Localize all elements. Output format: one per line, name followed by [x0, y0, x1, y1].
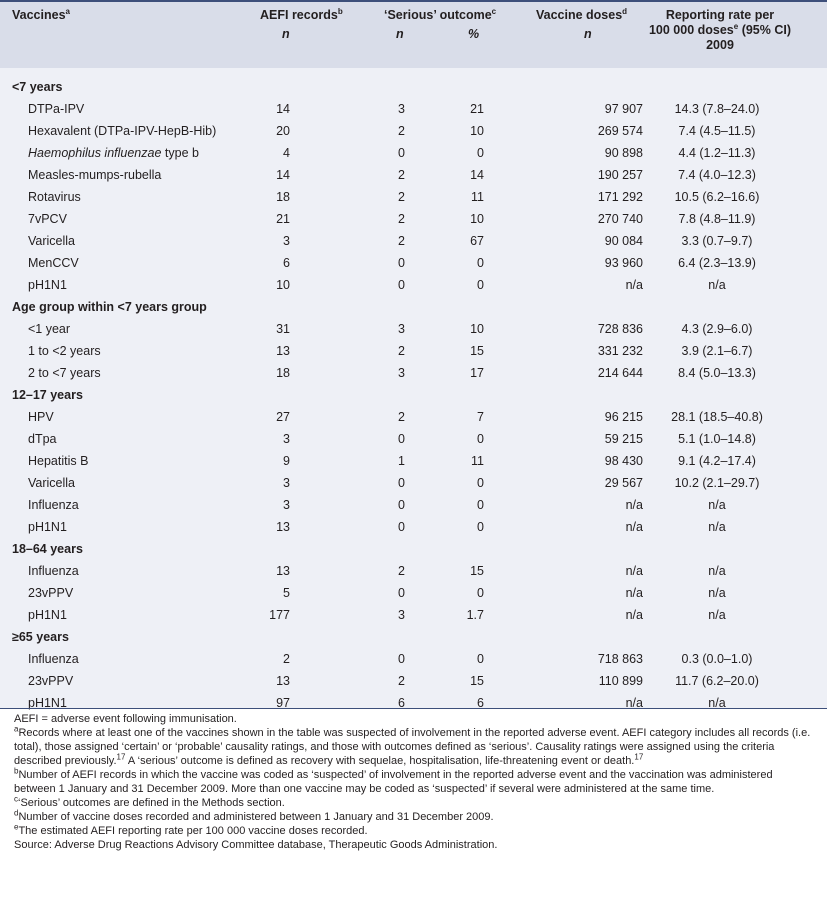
- serious-percent: 0: [477, 652, 484, 666]
- col-header-aefi: AEFI records$^b$: [260, 6, 343, 22]
- serious-percent: 10: [470, 124, 484, 138]
- serious-count: 1: [398, 454, 405, 468]
- table-row: [0, 164, 827, 186]
- table-row: [0, 362, 827, 384]
- vaccine-doses: 110 899: [598, 674, 643, 688]
- table-row: [0, 494, 827, 516]
- reporting-rate: 7.8 (4.8–11.9): [678, 212, 756, 226]
- aefi-count: 18: [276, 190, 290, 204]
- reporting-rate: 9.1 (4.2–17.4): [678, 454, 756, 468]
- serious-percent: 21: [470, 102, 484, 116]
- aefi-count: 3: [283, 476, 290, 490]
- serious-percent: 15: [470, 674, 484, 688]
- section-label: <7 years: [12, 80, 63, 94]
- serious-percent: 15: [470, 564, 484, 578]
- footnote-b: $^b$Number of AEFI records in which the vaccine was coded as ‘suspected’ of involvement in the reported adverse event and the vaccination was administered between 1 January and 31 December 2009. More than one vaccine may be coded as ‘suspected’ if several were administered at the same time.: [14, 766, 773, 795]
- serious-percent: 10: [470, 212, 484, 226]
- serious-count: 0: [398, 476, 405, 490]
- aefi-count: 97: [276, 696, 290, 710]
- serious-percent: 0: [477, 498, 484, 512]
- vaccine-label: HPV: [28, 410, 54, 424]
- serious-percent: 11: [471, 454, 484, 468]
- reporting-rate: 7.4 (4.5–11.5): [678, 124, 756, 138]
- table-row: [0, 208, 827, 230]
- aefi-count: 21: [276, 212, 290, 226]
- table-row: [0, 648, 827, 670]
- vaccine-doses: 98 430: [604, 454, 643, 468]
- aefi-count: 6: [283, 256, 290, 270]
- serious-percent: 6: [477, 696, 484, 710]
- vaccine-doses: 269 574: [597, 124, 643, 138]
- serious-percent: 7: [477, 410, 484, 424]
- serious-percent: 1.7: [466, 608, 484, 622]
- aefi-count: 2: [283, 652, 290, 666]
- vaccine-label: Influenza: [28, 498, 79, 512]
- serious-percent: 0: [477, 476, 484, 490]
- vaccine-label: Haemophilus influenzae type b: [28, 146, 199, 160]
- vaccine-doses: 718 863: [597, 652, 643, 666]
- serious-count: 2: [398, 190, 405, 204]
- section-label: ≥65 years: [12, 630, 69, 644]
- footnote-abbr: AEFI = adverse event following immunisation.: [14, 713, 237, 725]
- vaccine-label: Varicella: [28, 476, 76, 490]
- vaccine-doses: 728 836: [597, 322, 643, 336]
- serious-count: 3: [398, 366, 405, 380]
- table-row: [0, 450, 827, 472]
- aefi-count: 13: [276, 520, 290, 534]
- aefi-count: 13: [276, 564, 290, 578]
- vaccine-label: MenCCV: [28, 256, 79, 270]
- aefi-count: 5: [283, 586, 290, 600]
- vaccine-label: 23vPPV: [28, 674, 74, 688]
- vaccine-doses: 90 084: [604, 234, 643, 248]
- section-label: 12–17 years: [12, 388, 83, 402]
- table-row: [0, 472, 827, 494]
- vaccine-doses: n/a: [625, 608, 643, 622]
- serious-percent: 0: [477, 432, 484, 446]
- col-header-doses-n: n: [584, 27, 592, 41]
- table-row: [0, 560, 827, 582]
- vaccine-label: pH1N1: [28, 278, 67, 292]
- reporting-rate: n/a: [708, 608, 726, 622]
- table-row: [0, 604, 827, 626]
- reporting-rate: n/a: [708, 696, 726, 710]
- col-header-vaccines: Vaccines$^a$: [12, 6, 70, 22]
- reporting-rate: 14.3 (7.8–24.0): [674, 102, 760, 116]
- serious-count: 2: [398, 124, 405, 138]
- table-row: [0, 340, 827, 362]
- serious-percent: 10: [470, 322, 484, 336]
- table-body: [0, 68, 827, 708]
- vaccine-label: <1 year: [28, 322, 71, 336]
- vaccine-doses: 90 898: [604, 146, 643, 160]
- aefi-count: 3: [283, 498, 290, 512]
- section-label: Age group within <7 years group: [12, 300, 207, 314]
- vaccine-label: Rotavirus: [28, 190, 81, 204]
- col-header-doses: Vaccine doses$^d$: [536, 6, 628, 22]
- col-header-rate: Reporting rate per 100 000 doses$^e$ (95% CI) 2009: [648, 8, 792, 52]
- aefi-count: 14: [276, 168, 290, 182]
- aefi-count: 31: [276, 322, 290, 336]
- serious-count: 3: [398, 608, 405, 622]
- vaccine-label: Hexavalent (DTPa-IPV-HepB-Hib): [28, 124, 217, 138]
- serious-count: 2: [398, 410, 405, 424]
- aefi-count: 4: [283, 146, 290, 160]
- footnote-c: $^c$‘Serious’ outcomes are defined in the Methods section.: [14, 794, 285, 809]
- vaccine-label: Influenza: [28, 652, 79, 666]
- reporting-rate: 28.1 (18.5–40.8): [671, 410, 763, 424]
- table-row: [0, 428, 827, 450]
- section-row: [0, 538, 827, 560]
- aefi-count: 20: [276, 124, 290, 138]
- table-row: [0, 120, 827, 142]
- vaccine-label: 1 to <2 years: [28, 344, 101, 358]
- serious-count: 0: [398, 146, 405, 160]
- footnote-d: $^d$Number of vaccine doses recorded and administered between 1 January and 31 December 2009.: [14, 808, 494, 823]
- reporting-rate: 6.4 (2.3–13.9): [678, 256, 756, 270]
- vaccine-label: 23vPPV: [28, 586, 74, 600]
- reporting-rate: 7.4 (4.0–12.3): [678, 168, 756, 182]
- table-row: [0, 186, 827, 208]
- col-header-serious-n: n: [396, 27, 404, 41]
- serious-percent: 0: [477, 256, 484, 270]
- serious-percent: 0: [477, 520, 484, 534]
- aefi-count: 177: [269, 608, 290, 622]
- footnote-e: $^e$The estimated AEFI reporting rate per 100 000 vaccine doses recorded.: [14, 822, 368, 837]
- col-header-serious-pct: %: [468, 27, 480, 41]
- aefi-count: 13: [276, 674, 290, 688]
- serious-count: 2: [398, 212, 405, 226]
- serious-count: 0: [398, 256, 405, 270]
- aefi-count: 18: [276, 366, 290, 380]
- serious-count: 0: [398, 520, 405, 534]
- serious-percent: 15: [470, 344, 484, 358]
- vaccine-doses: 171 292: [597, 190, 643, 204]
- serious-percent: 11: [471, 190, 484, 204]
- table-row: [0, 142, 827, 164]
- col-header-serious: ‘Serious’ outcome$^c$: [384, 6, 497, 22]
- vaccine-doses: 331 232: [597, 344, 643, 358]
- reporting-rate: 10.2 (2.1–29.7): [674, 476, 760, 490]
- vaccine-doses: n/a: [625, 278, 643, 292]
- vaccine-doses: 190 257: [597, 168, 643, 182]
- vaccine-doses: n/a: [625, 586, 643, 600]
- reporting-rate: 4.4 (1.2–11.3): [678, 146, 756, 160]
- serious-percent: 0: [477, 146, 484, 160]
- reporting-rate: n/a: [708, 278, 726, 292]
- serious-count: 0: [398, 652, 405, 666]
- vaccine-label: pH1N1: [28, 696, 67, 710]
- section-row: [0, 384, 827, 406]
- section-row: [0, 626, 827, 648]
- col-header-aefi-n: n: [282, 27, 290, 41]
- vaccine-label: pH1N1: [28, 608, 67, 622]
- table-header: [0, 0, 827, 70]
- table-row: [0, 516, 827, 538]
- serious-count: 0: [398, 278, 405, 292]
- serious-count: 6: [398, 696, 405, 710]
- section-label: 18–64 years: [12, 542, 83, 556]
- reporting-rate: 0.3 (0.0–1.0): [681, 652, 753, 666]
- reporting-rate: n/a: [708, 498, 726, 512]
- table-row: [0, 318, 827, 340]
- vaccine-label: Influenza: [28, 564, 79, 578]
- serious-count: 0: [398, 432, 405, 446]
- vaccine-label: Varicella: [28, 234, 76, 248]
- vaccine-doses: 59 215: [604, 432, 643, 446]
- vaccine-label: 7vPCV: [28, 212, 67, 226]
- footnote-a: $^a$Records where at least one of the vaccines shown in the table was suspected of involvement in the reported adverse event. AEFI category includes all records (i.e. total), those assigned ‘certain’ or ‘probable’ causality ratings, and those with outcomes defined as ‘serious’. Causality ratings were assigned using the criteria described previously.$^{17}$ A ‘serious’ outcome is defined as recovery with sequelae, hospitalisation, life-threatening event or death.$^{17}$: [14, 724, 811, 767]
- vaccine-doses: 96 215: [604, 410, 643, 424]
- reporting-rate: n/a: [708, 564, 726, 578]
- reporting-rate: n/a: [708, 586, 726, 600]
- vaccine-doses: n/a: [625, 498, 643, 512]
- vaccine-label: 2 to <7 years: [28, 366, 101, 380]
- serious-count: 3: [398, 322, 405, 336]
- reporting-rate: 3.9 (2.1–6.7): [681, 344, 753, 358]
- serious-percent: 67: [470, 234, 484, 248]
- aefi-count: 10: [276, 278, 290, 292]
- vaccine-doses: 270 740: [597, 212, 643, 226]
- reporting-rate: 3.3 (0.7–9.7): [681, 234, 753, 248]
- reporting-rate: 8.4 (5.0–13.3): [678, 366, 756, 380]
- table-row: [0, 670, 827, 692]
- serious-count: 2: [398, 564, 405, 578]
- aefi-count: 9: [283, 454, 290, 468]
- aefi-count: 14: [276, 102, 290, 116]
- section-row: [0, 76, 827, 98]
- table-row: [0, 274, 827, 296]
- serious-percent: 14: [470, 168, 484, 182]
- aefi-count: 3: [283, 234, 290, 248]
- table-row: [0, 230, 827, 252]
- table-row: [0, 252, 827, 274]
- table-row: [0, 406, 827, 428]
- vaccine-doses: 97 907: [604, 102, 643, 116]
- serious-count: 0: [398, 498, 405, 512]
- aefi-count: 27: [276, 410, 290, 424]
- aefi-count: 13: [276, 344, 290, 358]
- serious-count: 2: [398, 674, 405, 688]
- vaccine-label: DTPa-IPV: [28, 102, 85, 116]
- table-footnotes: [0, 708, 827, 915]
- vaccine-label: pH1N1: [28, 520, 67, 534]
- vaccine-doses: 214 644: [597, 366, 643, 380]
- reporting-rate: 10.5 (6.2–16.6): [674, 190, 760, 204]
- vaccine-doses: n/a: [625, 696, 643, 710]
- vaccine-doses: n/a: [625, 520, 643, 534]
- section-row: [0, 296, 827, 318]
- vaccine-doses: 93 960: [604, 256, 643, 270]
- reporting-rate: 11.7 (6.2–20.0): [675, 674, 759, 688]
- vaccine-label: Hepatitis B: [28, 454, 89, 468]
- serious-percent: 0: [477, 278, 484, 292]
- serious-percent: 17: [470, 366, 484, 380]
- serious-count: 3: [398, 102, 405, 116]
- reporting-rate: 5.1 (1.0–14.8): [678, 432, 756, 446]
- reporting-rate: 4.3 (2.9–6.0): [681, 322, 753, 336]
- vaccine-label: dTpa: [28, 432, 57, 446]
- reporting-rate: n/a: [708, 520, 726, 534]
- serious-count: 2: [398, 344, 405, 358]
- footnote-source: Source: Adverse Drug Reactions Advisory Committee database, Therapeutic Goods Administration.: [14, 839, 498, 851]
- serious-count: 2: [398, 168, 405, 182]
- table-row: [0, 582, 827, 604]
- aefi-count: 3: [283, 432, 290, 446]
- serious-count: 2: [398, 234, 405, 248]
- table-row: [0, 98, 827, 120]
- serious-count: 0: [398, 586, 405, 600]
- vaccine-doses: n/a: [625, 564, 643, 578]
- vaccine-doses: 29 567: [604, 476, 643, 490]
- vaccine-label: Measles-mumps-rubella: [28, 168, 162, 182]
- serious-percent: 0: [477, 586, 484, 600]
